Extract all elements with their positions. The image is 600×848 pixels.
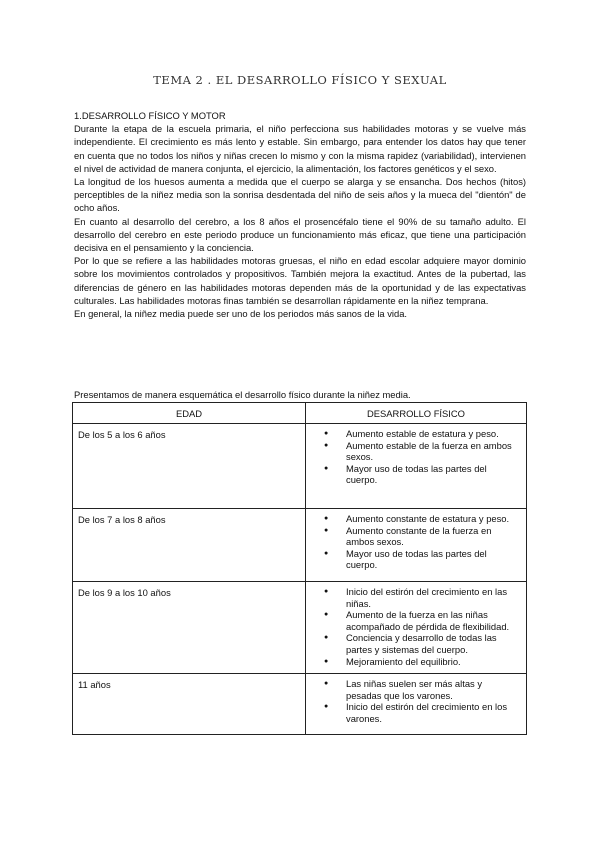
list-item: ● Mejoramiento del equilibrio.: [346, 656, 520, 668]
table-row: [73, 424, 527, 509]
bullet-list: [306, 428, 520, 486]
bullet-list: [306, 678, 520, 724]
paragraph: La longitud de los huesos aumenta a medida que el cuerpo se alarga y se ensancha. Dos hechos (hitos) perceptibles de la niñez media son la sonrisa desdentada del niño de seis años y la mueca del "dientón" de ocho años.: [74, 176, 526, 214]
age-cell: De los 7 a los 8 años: [73, 509, 306, 582]
list-item: ● Mayor uso de todas las partes del cuerpo.: [346, 463, 520, 486]
header-development: DESARROLLO FÍSICO: [306, 403, 527, 424]
list-item: ● Conciencia y desarrollo de todas las partes y sistemas del cuerpo.: [346, 632, 520, 655]
age-cell: De los 9 a los 10 años: [73, 582, 306, 674]
paragraph: En cuanto al desarrollo del cerebro, a los 8 años el prosencéfalo tiene el 90% de su tamaño adulto. El desarrollo del cerebro en este periodo produce un funcionamiento más eficaz, que tiene una participación decisiva en el pensamiento y la conciencia.: [74, 215, 526, 254]
development-cell: [306, 509, 527, 582]
paragraph: En general, la niñez media puede ser uno de los periodos más sanos de la vida.: [74, 308, 408, 320]
list-item: ● Aumento estable de estatura y peso.: [346, 428, 520, 440]
development-table: [72, 402, 527, 735]
list-item: ● Aumento de la fuerza en las niñas acompañado de pérdida de flexibilidad.: [346, 609, 520, 632]
section-heading: 1.DESARROLLO FÍSICO Y MOTOR: [74, 110, 226, 121]
development-cell: [306, 424, 527, 509]
document-title: TEMA 2 . EL DESARROLLO FÍSICO Y SEXUAL: [153, 73, 447, 87]
body-text: [74, 109, 526, 320]
list-item: ● Mayor uso de todas las partes del cuerpo.: [346, 548, 520, 571]
development-cell: [306, 674, 527, 735]
bullet-list: [306, 586, 520, 667]
header-age: EDAD: [73, 403, 306, 424]
list-item: ● Aumento constante de estatura y peso.: [346, 513, 520, 525]
list-item: ● Aumento estable de la fuerza en ambos sexos.: [346, 440, 520, 463]
age-cell: De los 5 a los 6 años: [73, 424, 306, 509]
development-cell: [306, 582, 527, 674]
bullet-list: [306, 513, 520, 571]
age-cell: 11 años: [73, 674, 306, 735]
table-row: [73, 509, 527, 582]
table-intro: Presentamos de manera esquemática el desarrollo físico durante la niñez media.: [74, 389, 411, 400]
table-row: [73, 582, 527, 674]
paragraph: Por lo que se refiere a las habilidades motoras gruesas, el niño en edad escolar adquiere mayor dominio sobre los movimientos controlados y propositivos. También mejora la exactitud. Antes de la pubertad, las diferencias de género en las habilidades motoras dependen más de la oportunidad y de las expectativas culturales. Las habilidades motoras finas también se desarrollan rápidamente en la niñez temprana.: [74, 255, 526, 306]
table-row: [73, 674, 527, 735]
list-item: ● Aumento constante de la fuerza en ambos sexos.: [346, 525, 520, 548]
list-item: ● Inicio del estirón del crecimiento en las niñas.: [346, 586, 520, 609]
paragraph: Durante la etapa de la escuela primaria, el niño perfecciona sus habilidades motoras y se vuelve más independiente. El crecimiento es más lento y estable. Sin embargo, para entender los datos hay que tener en cuenta que no todos los niños y niñas crecen lo mismo y con la misma rapidez (variabilidad), intervienen el nivel de actividad de manera conjunta, el ejercicio, la alimentación, los factores genéticos y el sexo.: [74, 123, 526, 174]
list-item: ● Las niñas suelen ser más altas y pesadas que los varones.: [346, 678, 520, 701]
list-item: ● Inicio del estirón del crecimiento en los varones.: [346, 701, 520, 724]
table-header-row: [73, 403, 527, 424]
